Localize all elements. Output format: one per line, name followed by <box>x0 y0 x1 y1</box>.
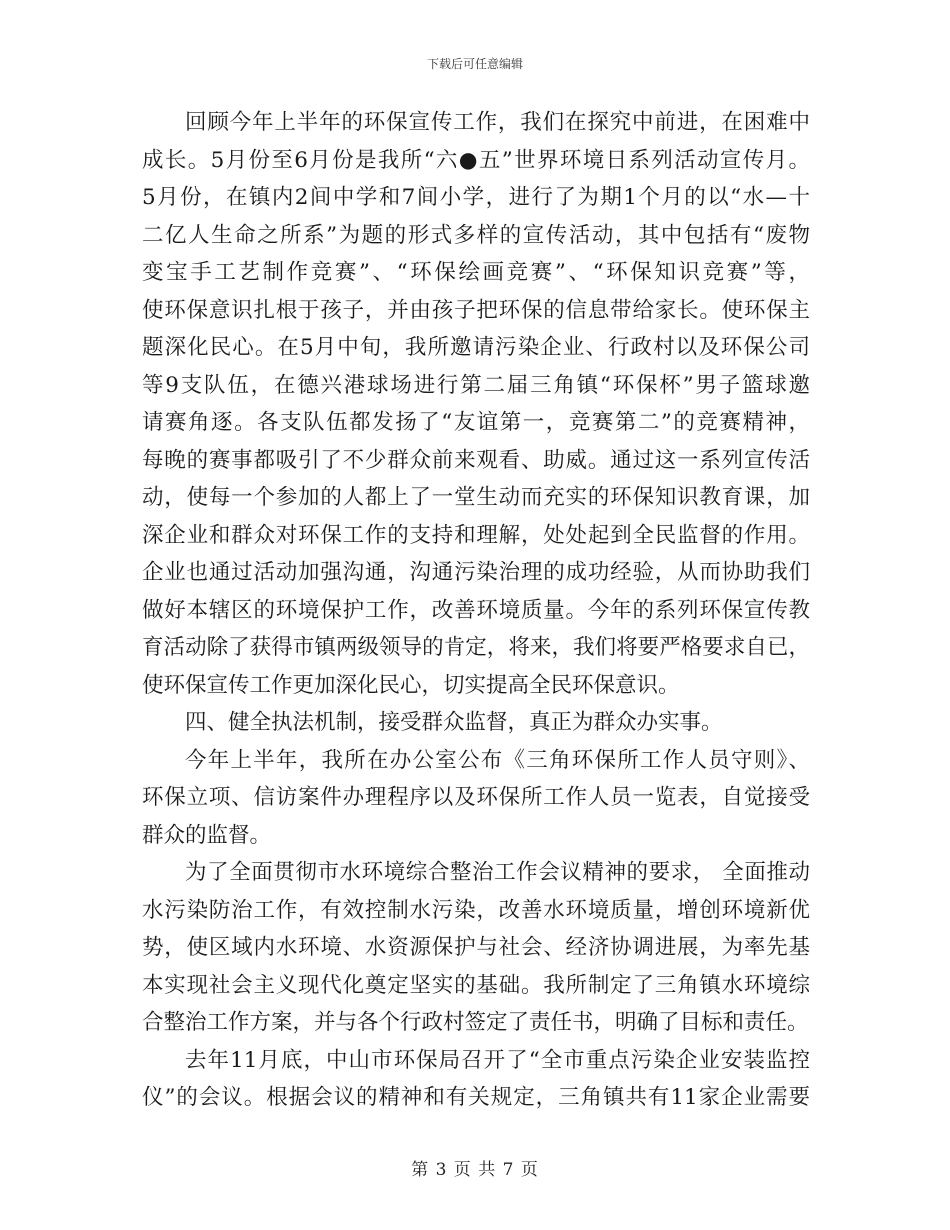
document-body <box>142 104 810 1117</box>
paragraph-line: 5月份，在镇内2间中学和7间小学，进行了为期1个月的以“水—十 <box>142 185 810 210</box>
paragraph-line: 二亿人生命之所系”为题的形式多样的宣传活动，其中包括有“废物 <box>142 222 810 248</box>
paragraph-line: 育活动除了获得市镇两级领导的肯定，将来，我们将要严格要求自已， <box>142 635 810 660</box>
paragraph-line: 势，使区域内水环境、水资源保护与社会、经济协调进展，为率先基 <box>142 935 810 960</box>
section-heading: 四、健全执法机制，接受群众监督，真正为群众办实事。 <box>185 710 723 735</box>
paragraph-line: 群众的监督。 <box>142 822 272 848</box>
paragraph-line: 回顾今年上半年的环保宣传工作，我们在探究中前进，在困难中 <box>185 110 810 135</box>
paragraph-line: 使环保宣传工作更加深化民心，切实提高全民环保意识。 <box>142 672 680 698</box>
paragraph-line: 环保立项、信访案件办理程序以及环保所工作人员一览表，自觉接受 <box>142 785 810 810</box>
paragraph-line: 深企业和群众对环保工作的支持和理解，处处起到全民监督的作用。 <box>142 522 810 548</box>
page-number: 第 3 页 共 7 页 <box>411 1160 539 1180</box>
paragraph-line: 使环保意识扎根于孩子，并由孩子把环保的信息带给家长。使环保主 <box>142 297 810 323</box>
paragraph-line: 去年11月底，中山市环保局召开了“全市重点污染企业安装监控 <box>185 1047 810 1073</box>
paragraph-line: 本实现社会主义现代化奠定坚实的基础。我所制定了三角镇水环境综 <box>142 972 810 998</box>
paragraph-line: 仪”的会议。根据会议的精神和有关规定，三角镇共有11家企业需要 <box>142 1085 810 1110</box>
paragraph-line: 今年上半年，我所在办公室公布《三角环保所工作人员守则》、 <box>185 747 810 773</box>
paragraph-line: 企业也通过活动加强沟通，沟通污染治理的成功经验，从而协助我们 <box>142 560 810 585</box>
paragraph-line: 每晚的赛事都吸引了不少群众前来观看、助威。通过这一系列宣传活 <box>142 447 810 473</box>
paragraph-line: 做好本辖区的环境保护工作，改善环境质量。今年的系列环保宣传教 <box>142 597 810 623</box>
paragraph-line: 题深化民心。在5月中旬，我所邀请污染企业、行政村以及环保公司 <box>142 335 810 360</box>
paragraph-line: 成长。5月份至6月份是我所“六●五”世界环境日系列活动宣传月。 <box>142 147 810 173</box>
paragraph-line: 水污染防治工作，有效控制水污染，改善水环境质量，增创环境新优 <box>142 897 810 923</box>
paragraph-line: 等9支队伍，在德兴港球场进行第二届三角镇“环保杯”男子篮球邀 <box>142 372 810 398</box>
paragraph-line: 请赛角逐。各支队伍都发扬了“友谊第一，竞赛第二”的竞赛精神， <box>142 410 810 435</box>
paragraph-line: 动，使每一个参加的人都上了一堂生动而充实的环保知识教育课，加 <box>142 485 810 510</box>
paragraph-line: 变宝手工艺制作竞赛”、“环保绘画竞赛”、“环保知识竞赛”等， <box>142 260 810 285</box>
paragraph-line: 为了全面贯彻市水环境综合整治工作会议精神的要求， 全面推动 <box>185 860 810 885</box>
paragraph-line: 合整治工作方案，并与各个行政村签定了责任书，明确了目标和责任。 <box>142 1010 809 1035</box>
page-header-note: 下载后可任意编辑 <box>426 57 523 71</box>
